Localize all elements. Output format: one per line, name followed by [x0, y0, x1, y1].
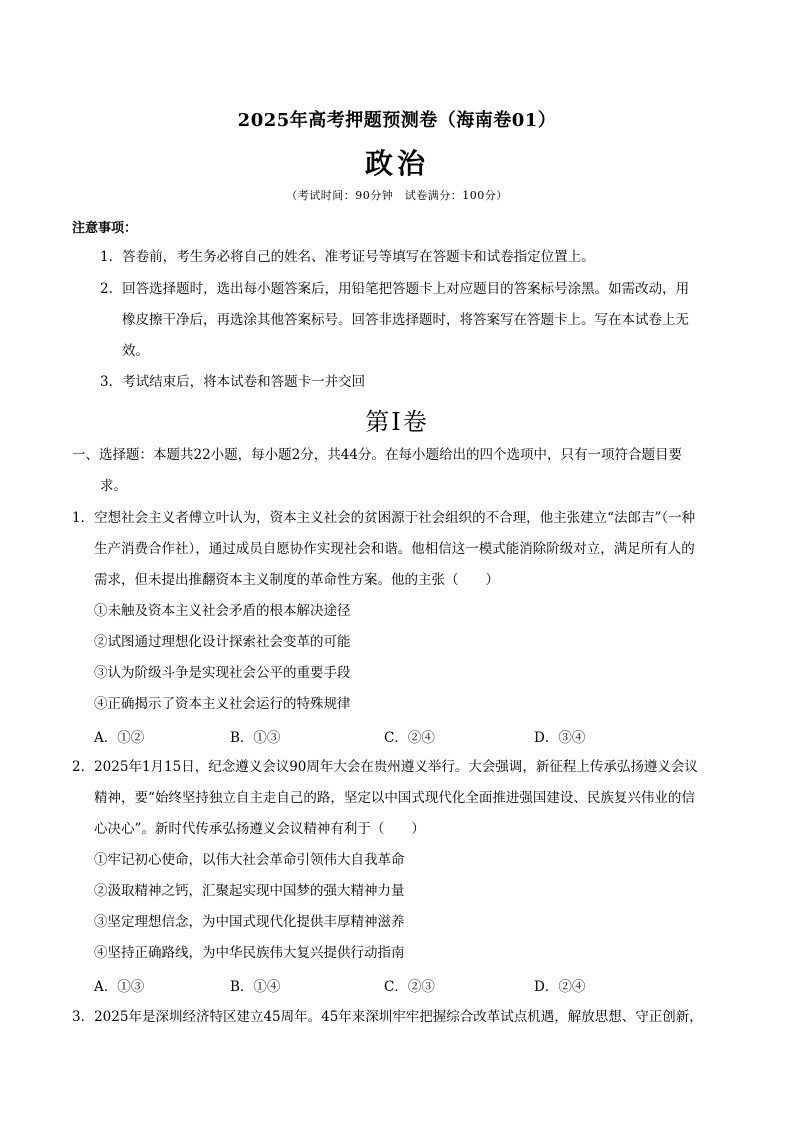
question-1-option-b[interactable]: B．①③: [230, 730, 281, 746]
question-2-option-b[interactable]: B．①④: [230, 979, 281, 995]
question-1-option-c[interactable]: C．②④: [384, 730, 435, 746]
question-1-option-d[interactable]: D．③④: [534, 730, 586, 746]
question-2-statement-4: ④坚持正确路线，为中华民族伟大复兴提供行动指南: [94, 945, 405, 961]
question-2-option-d[interactable]: D．②④: [534, 979, 586, 995]
exam-time-score-info: （考试时间：90分钟 试卷满分：100分）: [286, 189, 508, 202]
notice-item-1: 1．答卷前，考生务必将自己的姓名、准考证号等填写在答题卡和试卷指定位置上。: [100, 249, 595, 265]
question-2-option-a[interactable]: A．①③: [94, 979, 145, 995]
part-heading: 第Ⅰ卷: [365, 408, 429, 436]
question-1-statement-1: ①未触及资本主义社会矛盾的根本解决途径: [94, 603, 351, 619]
question-2-stem-line-3: 心决心”。新时代传承弘扬遵义会议精神有利于（ ）: [94, 821, 425, 837]
notice-item-2-cont: 橡皮擦干净后，再选涂其他答案标号。回答非选择题时，将答案写在答题卡上。写在本试卷上无: [122, 312, 689, 328]
question-2-stem-line-1: 2．2025年1月15日，纪念遵义会议90周年大会在贵州遵义举行。大会强调，新征程上传承弘扬遵义会议: [72, 759, 698, 775]
question-1-stem-line-3: 需求，但未提出推翻资本主义制度的革命性方案。他的主张（ ）: [94, 572, 499, 588]
exam-title: 2025年高考押题预测卷（海南卷01）: [237, 110, 557, 131]
question-2-statement-2: ②汲取精神之钙，汇聚起实现中国梦的强大精神力量: [94, 883, 405, 899]
question-2-statement-3: ③坚定理想信念，为中国式现代化提供丰厚精神滋养: [94, 914, 405, 930]
section-instructions: 一、选择题：本题共22小题，每小题2分，共44分。在每小题给出的四个选项中，只有一项符合题目要: [72, 447, 682, 463]
question-1-statement-4: ④正确揭示了资本主义社会运行的特殊规律: [94, 696, 351, 712]
section-instructions-cont: 求。: [100, 478, 127, 494]
question-1-statement-2: ②试图通过理想化设计探索社会变革的可能: [94, 634, 351, 650]
subject-title: 政治: [364, 147, 429, 180]
question-1-stem-line-1: 1．空想社会主义者傅立叶认为，资本主义社会的贫困源于社会组织的不合理，他主张建立“法郎吉”（一种: [72, 510, 696, 526]
notice-item-2: 2．回答选择题时，选出每小题答案后，用铅笔把答题卡上对应题目的答案标号涂黑。如需改动，用: [100, 281, 690, 297]
question-1-options: [94, 726, 734, 746]
question-1-option-a[interactable]: A．①②: [94, 730, 145, 746]
question-1-statement-3: ③认为阶级斗争是实现社会公平的重要手段: [94, 665, 351, 681]
question-2-statement-1: ①牢记初心使命，以伟大社会革命引领伟大自我革命: [94, 852, 405, 868]
question-3-stem-line-1: 3．2025年是深圳经济特区建立45周年。45年来深圳牢牢把握综合改革试点机遇，解放思想、守正创新，: [72, 1009, 703, 1025]
question-2-option-c[interactable]: C．②③: [384, 979, 435, 995]
question-1-stem-line-2: 生产消费合作社），通过成员自愿协作实现社会和谐。他相信这一模式能消除阶级对立，满足所有人的: [94, 541, 695, 557]
question-2-options: [94, 975, 734, 995]
notice-heading: 注意事项：: [72, 221, 138, 236]
notice-item-2-end: 效。: [122, 343, 149, 359]
question-2-stem-line-2: 精神，要“始终坚持独立自主走自己的路，坚定以中国式现代化全面推进强国建设、民族复兴伟业的信: [94, 790, 695, 806]
notice-item-3: 3．考试结束后，将本试卷和答题卡一并交回: [100, 374, 366, 390]
